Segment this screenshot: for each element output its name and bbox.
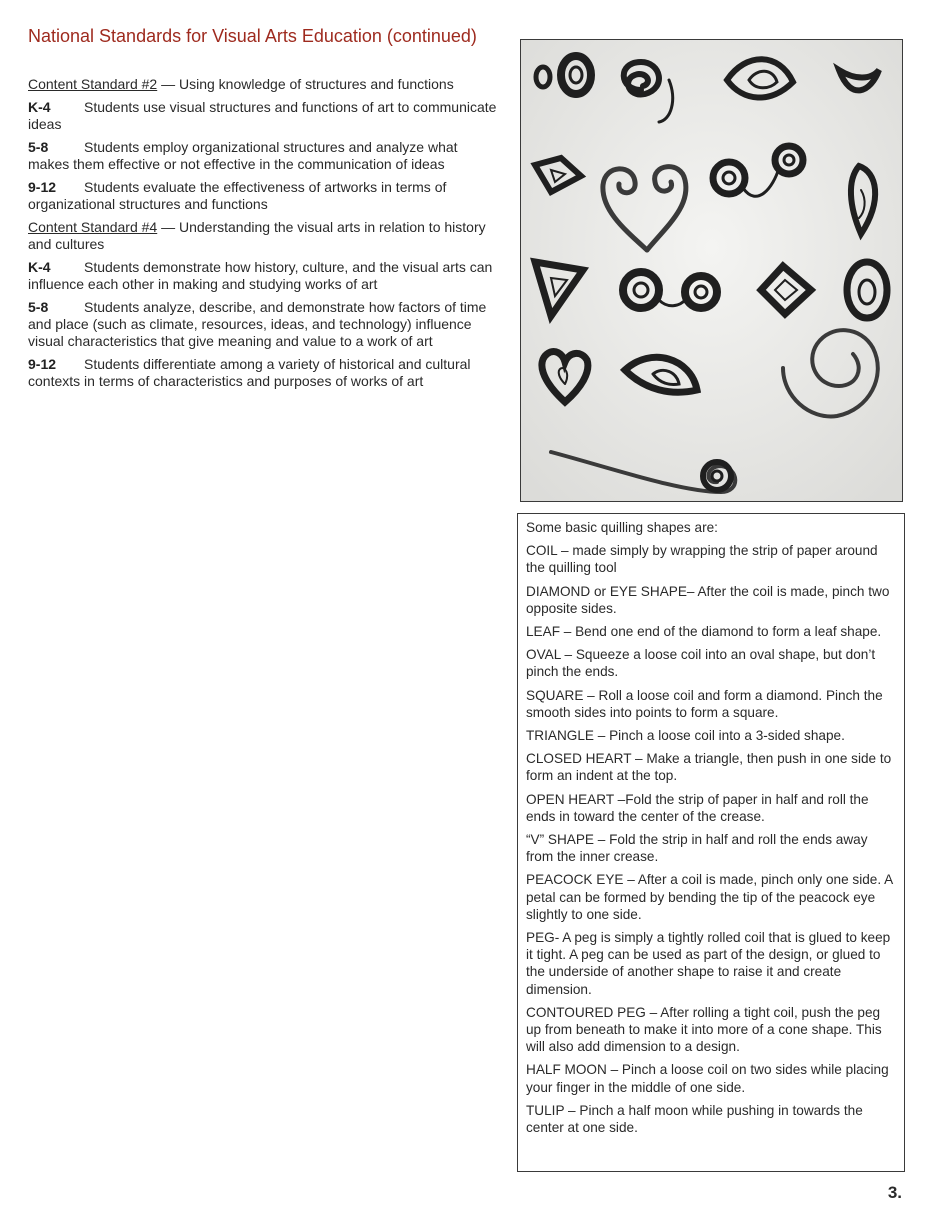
- standard-label: Content Standard #4: [28, 219, 158, 235]
- standard-description: — Understanding the visual arts in relation to history and cultures: [28, 219, 486, 252]
- grade-entry: [28, 99, 498, 133]
- content-standard-4: [28, 219, 498, 253]
- shape-description: CONTOURED PEG – After rolling a tight coil, push the peg up from beneath to make it into more of a cone shape. This will also add dimension to a design.: [526, 1004, 882, 1055]
- shape-description: TRIANGLE – Pinch a loose coil into a 3-sided shape.: [526, 728, 845, 744]
- shape-description: DIAMOND or EYE SHAPE– After the coil is made, pinch two opposite sides.: [526, 583, 890, 616]
- grade-label: 9-12: [28, 179, 57, 195]
- shape-description: OPEN HEART –Fold the strip of paper in half and roll the ends in toward the center of the crease.: [526, 791, 869, 824]
- page-title: National Standards for Visual Arts Education (continued): [28, 26, 477, 46]
- grade-text: Students use visual structures and functions of art to communicate ideas: [28, 99, 497, 132]
- standard-description: — Using knowledge of structures and functions: [157, 76, 454, 92]
- shape-description: COIL – made simply by wrapping the strip of paper around the quilling tool: [526, 543, 878, 576]
- grade-entry: [28, 139, 498, 173]
- shapes-intro: Some basic quilling shapes are:: [526, 520, 718, 535]
- grade-text: Students differentiate among a variety of historical and cultural contexts in terms of characteristics and purposes of works of art: [28, 356, 471, 389]
- shape-description: SQUARE – Roll a loose coil and form a diamond. Pinch the smooth sides into points to form a square.: [526, 687, 883, 720]
- shape-description: PEACOCK EYE – After a coil is made, pinch only one side. A petal can be formed by bending the tip of the peacock eye slightly to one side.: [526, 872, 893, 922]
- grade-label: 5-8: [28, 139, 49, 155]
- grade-entry: [28, 179, 498, 213]
- grade-text: Students analyze, describe, and demonstrate how factors of time and place (such as climate, resources, ideas, and technology) influence visual characteristics that give meaning and value to a work of art: [28, 299, 487, 349]
- grade-label: 9-12: [28, 356, 57, 372]
- shape-description: TULIP – Pinch a half moon while pushing in towards the center at one side.: [526, 1102, 863, 1136]
- standard-label: Content Standard #2: [28, 76, 158, 92]
- grade-text: Students evaluate the effectiveness of artworks in terms of organizational structures and functions: [28, 179, 447, 212]
- content-standard-2: [28, 76, 498, 93]
- shape-description: HALF MOON – Pinch a loose coil on two sides while placing your finger in the middle of one side.: [526, 1062, 889, 1095]
- shape-description: CLOSED HEART – Make a triangle, then push in one side to form an indent at the top.: [526, 751, 892, 784]
- shape-description: OVAL – Squeeze a loose coil into an oval shape, but don’t pinch the ends.: [526, 647, 876, 680]
- quilling-shapes-illustration: [521, 40, 902, 501]
- grade-text: Students employ organizational structures and analyze what makes them effective or not effective in the communication of ideas: [28, 139, 458, 172]
- grade-label: K-4: [28, 259, 51, 275]
- shape-description: PEG- A peg is simply a tightly rolled coil that is glued to keep it tight. A peg can be used as part of the design, or glued to the underside of another shape to raise it and create dimension.: [526, 930, 891, 997]
- page-number: 3.: [887, 1183, 902, 1202]
- grade-entry: [28, 299, 498, 350]
- grade-label: K-4: [28, 99, 51, 115]
- grade-label: 5-8: [28, 299, 49, 315]
- shape-description: “V” SHAPE – Fold the strip in half and roll the ends away from the inner crease.: [526, 832, 868, 865]
- grade-text: Students demonstrate how history, culture, and the visual arts can influence each other in making and studying works of art: [28, 259, 493, 292]
- quilling-shapes-photo: [520, 39, 903, 502]
- grade-entry: [28, 356, 498, 390]
- grade-entry: [28, 259, 498, 293]
- quilling-shapes-box: [517, 513, 905, 1172]
- standards-section: [28, 76, 498, 396]
- shape-description: LEAF – Bend one end of the diamond to form a leaf shape.: [526, 624, 882, 640]
